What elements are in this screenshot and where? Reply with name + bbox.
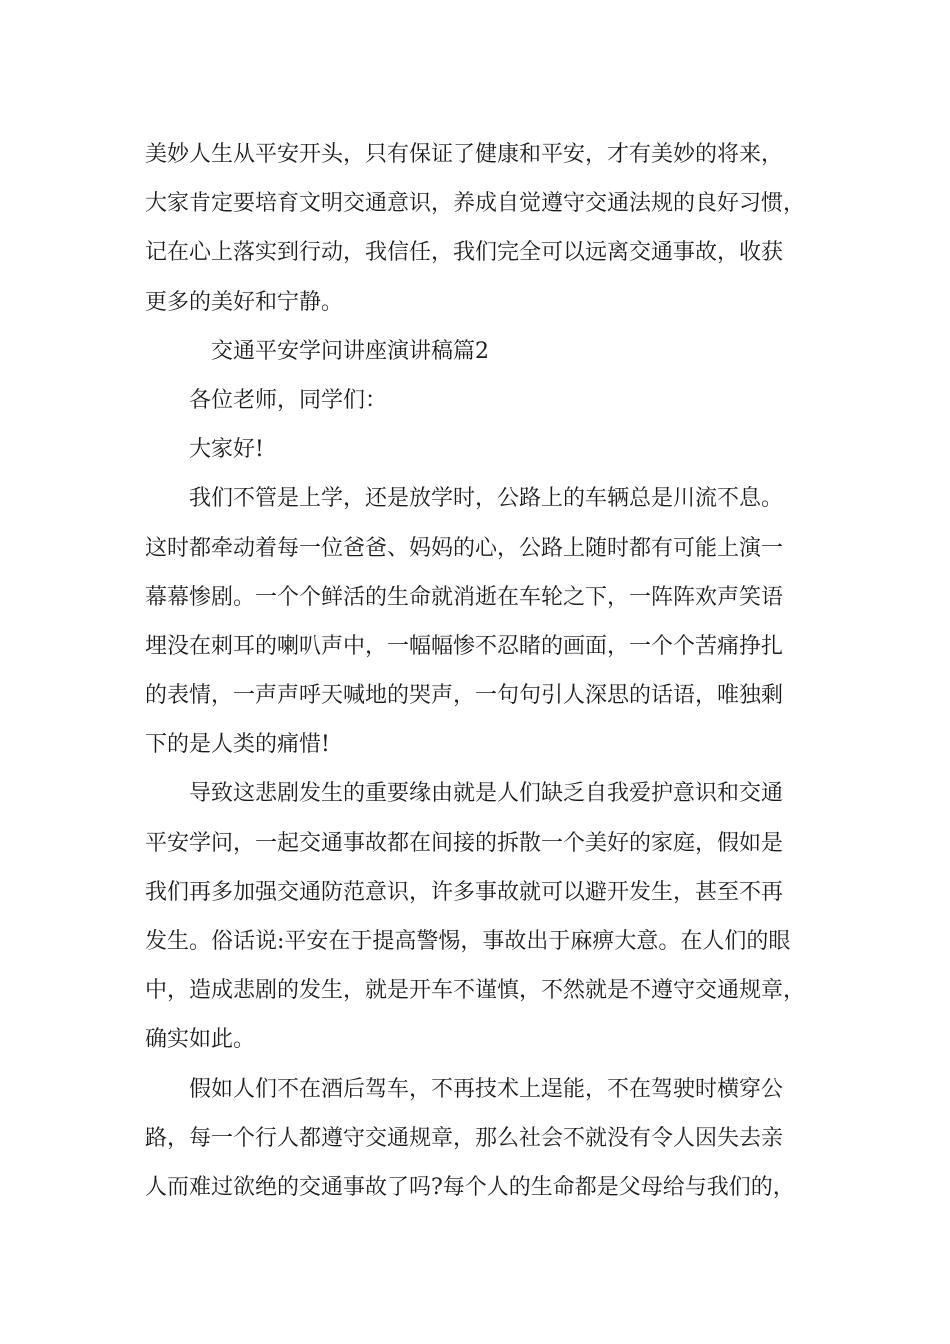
text-line: 中，造成悲剧的发生，就是开车不谨慎，不然就是不遵守交通规章， (145, 978, 806, 1004)
text-line: 确实如此。 (145, 1027, 256, 1053)
greeting: 大家好! (189, 437, 264, 463)
text-line: 我们再多加强交通防范意识，许多事故就可以避开发生，甚至不再 (145, 879, 784, 905)
salutation: 各位老师，同学们： (189, 387, 388, 413)
text-line: 假如人们不在酒后驾车，不再技术上逞能，不在驾驶时横穿公 (189, 1076, 784, 1102)
document-body (145, 130, 825, 1212)
text-line: 下的是人类的痛惜! (145, 732, 330, 758)
text-line: 大家肯定要培育文明交通意识，养成自觉遵守交通法规的良好习惯， (145, 191, 806, 217)
text-line: 路，每一个行人都遵守交通规章，那么社会不就没有令人因失去亲 (145, 1125, 784, 1151)
text-line: 幕幕惨剧。一个个鲜活的生命就消逝在车轮之下，一阵阵欢声笑语 (145, 584, 784, 610)
section-title: 交通平安学问讲座演讲稿篇2 (211, 338, 489, 364)
text-line: 美妙人生从平安开头，只有保证了健康和平安，才有美妙的将来， (145, 142, 784, 167)
text-line: 发生。俗话说:平安在于提高警惕，事故出于麻痹大意。在人们的眼 (145, 929, 791, 954)
text-line: 导致这悲剧发生的重要缘由就是人们缺乏自我爱护意识和交通 (189, 781, 784, 807)
text-line: 平安学问，一起交通事故都在间接的拆散一个美好的家庭，假如是 (145, 830, 784, 856)
text-line: 的表情，一声声呼天喊地的哭声，一句句引人深思的话语，唯独剩 (145, 683, 784, 709)
text-line: 人而难过欲绝的交通事故了吗?每个人的生命都是父母给与我们的， (145, 1174, 795, 1200)
text-line: 这时都牵动着每一位爸爸、妈妈的心，公路上随时都有可能上演一 (145, 535, 784, 561)
text-line: 记在心上落实到行动，我信任，我们完全可以远离交通事故，收获 (145, 240, 784, 266)
text-line: 更多的美好和宁静。 (145, 289, 344, 315)
text-line: 埋没在刺耳的喇叭声中，一幅幅惨不忍睹的画面，一个个苦痛挣扎 (145, 633, 784, 659)
text-line: 我们不管是上学，还是放学时，公路上的车辆总是川流不息。 (189, 486, 784, 512)
